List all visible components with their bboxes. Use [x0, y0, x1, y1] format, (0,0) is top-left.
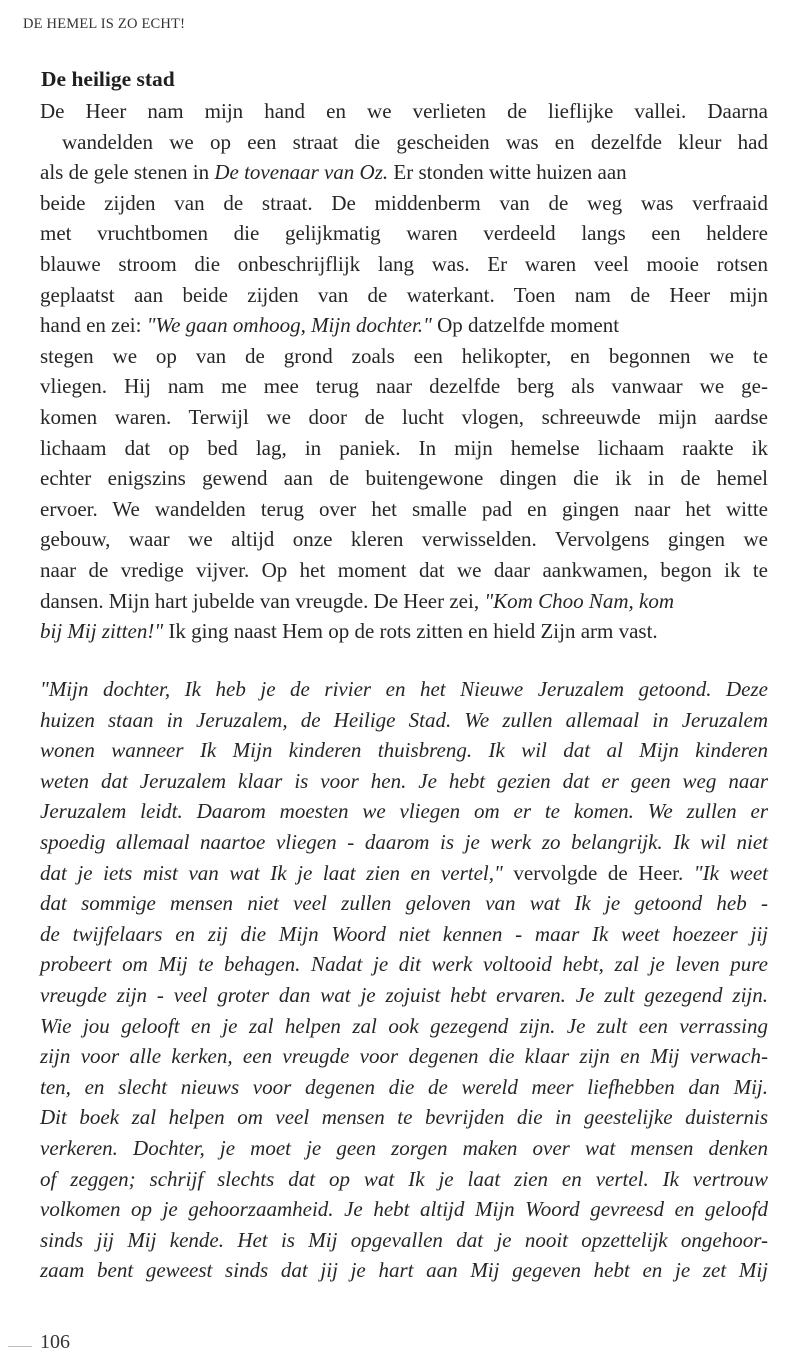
- text-line: [40, 127, 768, 158]
- text-line: [40, 1011, 768, 1042]
- text-segment: ervoer. We wandelden terug over het smalle pad en gingen naar het witte: [40, 496, 768, 521]
- text-line: [40, 341, 768, 372]
- italic-text: dat sommige mensen niet veel zullen geloven van wat Ik je getoond heb -: [40, 891, 768, 916]
- italic-text: spoedig allemaal naartoe vliegen - daarom is je werk zo belangrijk. Ik wil niet: [40, 829, 768, 854]
- text-segment: gebouw, waar we altijd onze kleren verwisselden. Vervolgens gingen we: [40, 527, 768, 552]
- text-line: [40, 402, 768, 433]
- text-line: [40, 96, 768, 127]
- text-segment: dansen. Mijn hart jubelde van vreugde. De Heer zei,: [40, 588, 485, 613]
- text-segment: Op datzelfde moment: [431, 313, 620, 338]
- text-segment: blauwe stroom die onbeschrijflijk lang was. Er waren veel mooie rotsen: [40, 251, 768, 276]
- text-line: [40, 616, 768, 647]
- italic-text: "Mijn dochter, Ik heb je de rivier en het Nieuwe Jeruzalem getoond. Deze: [40, 677, 768, 701]
- italic-text: Jeruzalem leidt. Daarom moesten we vliegen om er te komen. We zullen er: [40, 799, 768, 824]
- italic-text: Wie jou gelooft en je zal helpen zal ook gezegend zijn. Je zult een verrassing: [40, 1013, 768, 1038]
- text-line: [40, 1164, 768, 1195]
- italic-text: de twijfelaars en zij die Mijn Woord niet kennen - maar Ik weet hoezeer jij: [40, 921, 768, 946]
- text-segment: vliegen. Hij nam me mee terug naar dezelfde berg als vanwaar we ge-: [40, 374, 768, 399]
- italic-text: dat je iets mist van wat Ik je laat zien en vertel,": [40, 860, 503, 885]
- italic-text: volkomen op je gehoorzaamheid. Je hebt altijd Mijn Woord gevreesd en geloofd: [40, 1197, 768, 1222]
- text-segment: hand en zei:: [40, 313, 147, 338]
- text-line: [40, 949, 768, 980]
- text-line: [40, 919, 768, 950]
- text-segment: wandelden we op een straat die gescheiden was en dezelfde kleur had: [62, 129, 768, 154]
- text-line: [40, 249, 768, 280]
- italic-text: huizen staan in Jeruzalem, de Heilige Stad. We zullen allemaal in Jeruzalem: [40, 707, 768, 732]
- italic-text: wonen wanneer Ik Mijn kinderen thuisbreng. Ik wil dat al Mijn kinderen: [40, 738, 768, 763]
- italic-text: probeert om Mij te behagen. Nadat je dit werk voltooid hebt, zal je leven pure: [40, 952, 768, 977]
- text-line: [40, 586, 768, 617]
- page-number: 106: [40, 1331, 70, 1353]
- text-segment: Er stonden witte huizen aan: [388, 160, 627, 185]
- text-line: [40, 188, 768, 219]
- text-line: [40, 524, 768, 555]
- text-segment: vervolgde de Heer.: [502, 860, 694, 885]
- italic-text: zijn voor alle kerken, een vreugde voor degenen die klaar zijn en Mij verwach-: [40, 1044, 768, 1069]
- italic-text: ten, en slecht nieuws voor degenen die de wereld meer liefhebben dan Mij.: [40, 1074, 768, 1099]
- text-line: [40, 433, 768, 464]
- text-segment: stegen we op van de grond zoals een helikopter, en begonnen we te: [40, 343, 768, 368]
- text-line: [40, 280, 768, 311]
- text-line: [40, 371, 768, 402]
- text-segment: als de gele stenen in: [40, 160, 215, 185]
- text-line: [40, 218, 768, 249]
- italic-text: "We gaan omhoog, Mijn dochter.": [146, 313, 432, 338]
- text-segment: Ik ging naast Hem op de rots zitten en hield Zijn arm vast.: [163, 619, 658, 644]
- italic-text: Dit boek zal helpen om veel mensen te bevrijden die in geestelijke duisternis: [40, 1105, 768, 1130]
- text-segment: met vruchtbomen die gelijkmatig waren verdeeld langs een heldere: [40, 221, 768, 246]
- folio-rule: [8, 1346, 32, 1347]
- italic-text: verkeren. Dochter, je moet je geen zorgen maken over wat mensen denken: [40, 1135, 768, 1160]
- text-segment: geplaatst aan beide zijden van de waterkant. Toen nam de Heer mijn: [40, 282, 768, 307]
- text-line: [40, 310, 768, 341]
- text-line: [40, 1194, 768, 1225]
- text-line: [40, 796, 768, 827]
- italic-text: "Kom Choo Nam, kom: [484, 588, 674, 613]
- text-line: [40, 555, 768, 586]
- italic-text: of zeggen; schrijf slechts dat op wat Ik je laat zien en vertel. Ik vertrouw: [40, 1166, 768, 1191]
- text-line: [40, 1255, 768, 1286]
- text-line: [40, 705, 768, 736]
- text-line: [40, 827, 768, 858]
- text-line: [40, 766, 768, 797]
- running-head: DE HEMEL IS ZO ECHT!: [23, 16, 186, 32]
- text-segment: komen waren. Terwijl we door de lucht vlogen, schreeuwde mijn aardse: [40, 404, 768, 429]
- text-line: [40, 735, 768, 766]
- italic-text: "Ik weet: [693, 860, 768, 885]
- italic-text: bij Mij zitten!": [40, 619, 164, 644]
- text-line: [40, 1133, 768, 1164]
- italic-text: zaam bent geweest sinds dat jij je hart aan Mij gegeven hebt en je zet Mij: [40, 1258, 768, 1283]
- text-line: [40, 1072, 768, 1103]
- text-line: [40, 157, 768, 188]
- italic-text: De tovenaar van Oz.: [214, 160, 389, 185]
- text-line: [40, 980, 768, 1011]
- text-line: [40, 674, 768, 705]
- text-line: [40, 463, 768, 494]
- italic-text: sinds jij Mij kende. Het is Mij opgevallen dat je nooit opzettelijk ongehoor-: [40, 1227, 768, 1252]
- italic-text: weten dat Jeruzalem klaar is voor hen. Je hebt gezien dat er geen weg naar: [40, 768, 768, 793]
- text-line: [40, 1041, 768, 1072]
- paragraph-1: [40, 96, 768, 647]
- text-line: [40, 858, 768, 889]
- section-title: De heilige stad: [41, 67, 175, 91]
- paragraph-2: [40, 674, 768, 1286]
- text-line: [40, 888, 768, 919]
- italic-text: vreugde zijn - veel groter dan wat je zojuist hebt ervaren. Je zult gezegend zijn.: [40, 982, 768, 1007]
- text-segment: naar de vredige vijver. Op het moment dat we daar aankwamen, begon ik te: [40, 557, 768, 582]
- text-segment: De Heer nam mijn hand en we verlieten de lieflijke vallei. Daarna: [40, 99, 768, 123]
- text-line: [40, 1102, 768, 1133]
- text-line: [40, 1225, 768, 1256]
- text-segment: lichaam dat op bed lag, in paniek. In mijn hemelse lichaam raakte ik: [40, 435, 768, 460]
- text-segment: beide zijden van de straat. De middenberm van de weg was verfraaid: [40, 190, 768, 215]
- text-line: [40, 494, 768, 525]
- text-segment: echter enigszins gewend aan de buitengewone dingen die ik in de hemel: [40, 466, 768, 491]
